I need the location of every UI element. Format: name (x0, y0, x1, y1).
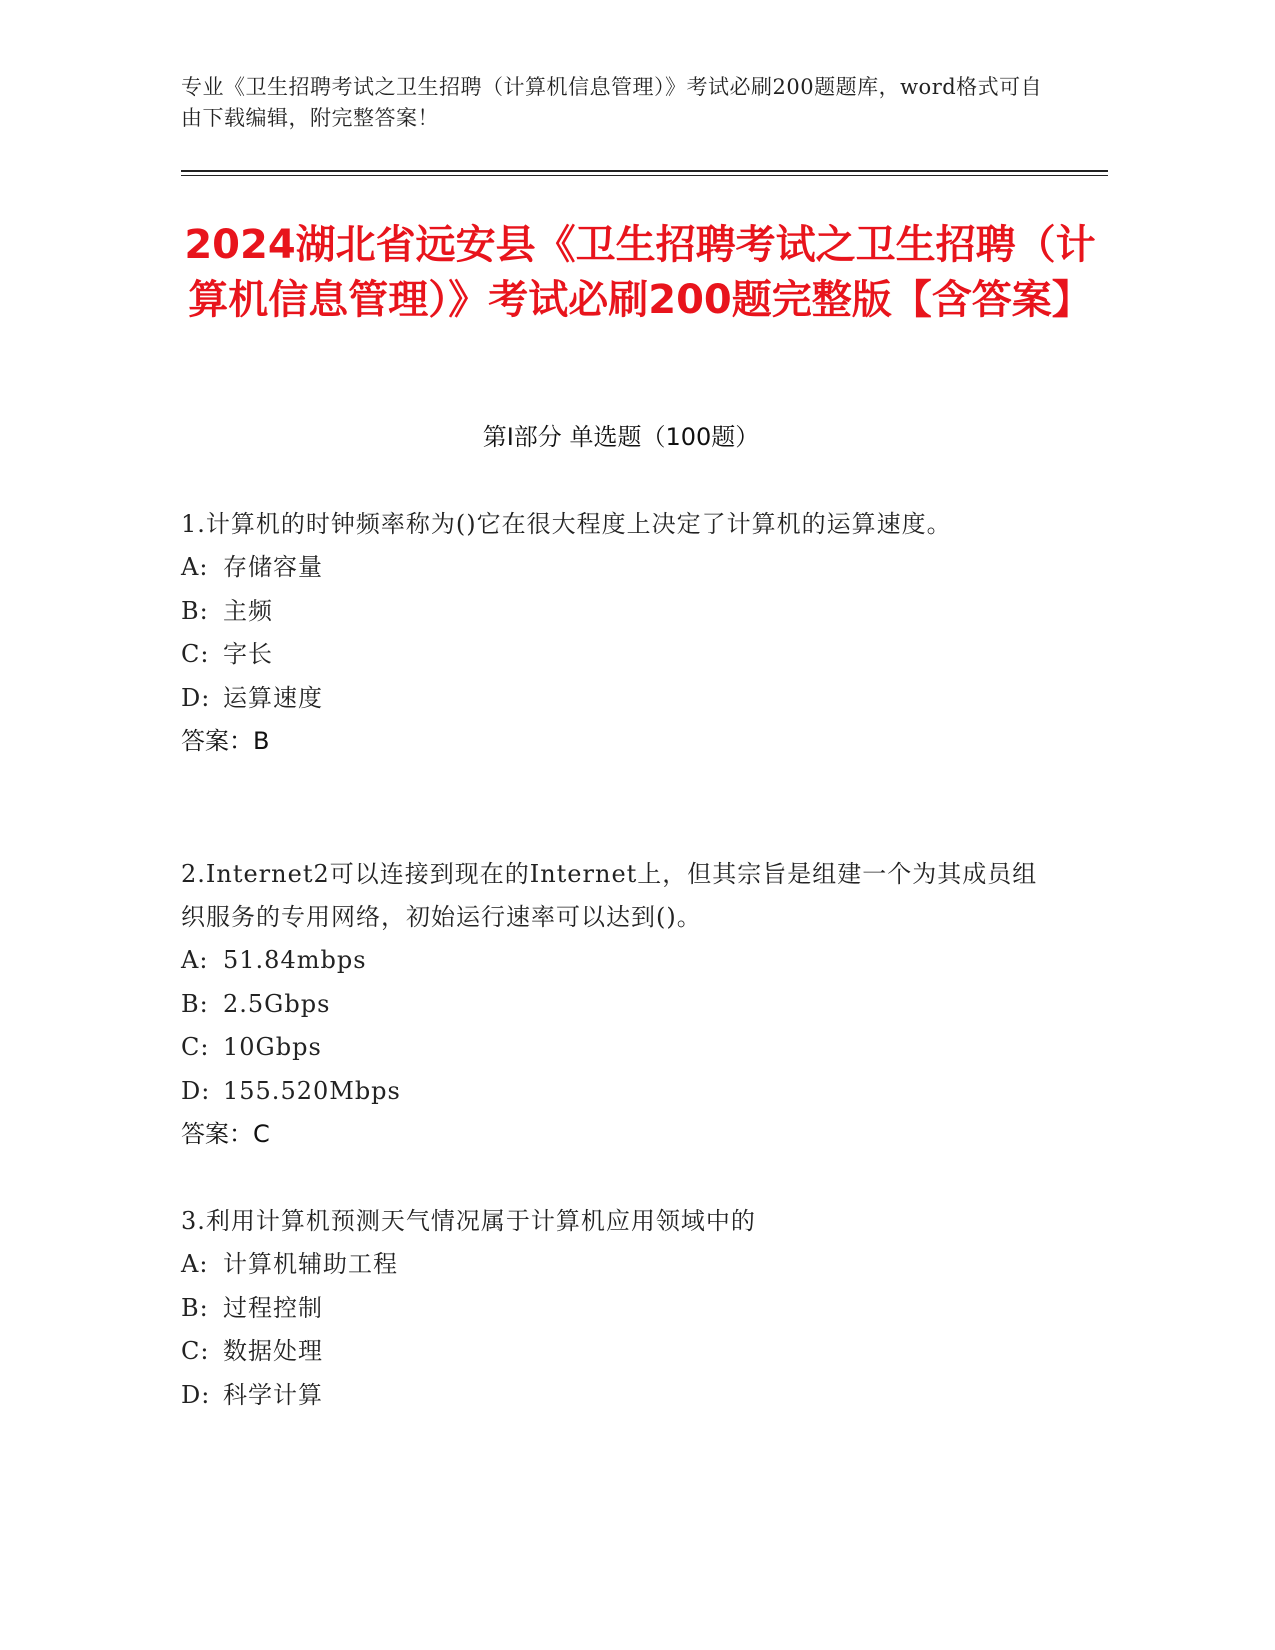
section-title: 第Ⅰ部分 单选题（100题） (482, 423, 760, 451)
option-a (181, 939, 1041, 983)
header-divider-thin (181, 175, 1108, 176)
option-label: C: (181, 1033, 210, 1061)
question-3 (181, 1200, 1041, 1417)
option-c (181, 1026, 1041, 1070)
option-c (181, 1330, 1041, 1374)
option-d (181, 1374, 1041, 1418)
option-d (181, 677, 1041, 721)
option-label: C: (181, 1337, 210, 1365)
option-label: A: (181, 1250, 209, 1278)
question-2 (181, 853, 1041, 1157)
option-d (181, 1070, 1041, 1114)
question-text: 3.利用计算机预测天气情况属于计算机应用领域中的 (181, 1207, 756, 1235)
header-note: 专业《卫生招聘考试之卫生招聘（计算机信息管理）》考试必刷200题题库，word格式可自由下载编辑，附完整答案！ (181, 75, 1043, 130)
option-label: D: (181, 1076, 211, 1105)
option-text: 51.84mbps (223, 946, 367, 974)
option-text: 科学计算 (223, 1380, 323, 1409)
option-label: D: (181, 1380, 211, 1409)
option-text: 字长 (223, 640, 273, 668)
option-text: 计算机辅助工程 (223, 1250, 398, 1278)
option-b (181, 983, 1041, 1027)
option-label: B: (181, 1293, 209, 1322)
option-label: D: (181, 683, 211, 712)
answer: 答案：C (181, 1120, 270, 1148)
question-text: 1.计算机的时钟频率称为()它在很大程度上决定了计算机的运算速度。 (181, 510, 952, 538)
question-1 (181, 503, 1041, 764)
option-label: A: (181, 946, 209, 974)
option-label: B: (181, 596, 209, 625)
option-a (181, 546, 1041, 590)
option-b (181, 1287, 1041, 1331)
option-c (181, 633, 1041, 677)
option-text: 主频 (223, 596, 273, 625)
option-text: 10Gbps (223, 1033, 322, 1061)
option-label: C: (181, 640, 210, 668)
document-title: 2024湖北省远安县《卫生招聘考试之卫生招聘（计算机信息管理）》考试必刷200题完整版【含答案】 (184, 222, 1096, 323)
header-divider-thick (181, 170, 1108, 172)
option-text: 数据处理 (223, 1337, 323, 1365)
option-text: 2.5Gbps (223, 989, 331, 1018)
option-text: 存储容量 (223, 553, 323, 581)
answer: 答案：B (181, 727, 270, 755)
option-text: 过程控制 (223, 1293, 323, 1322)
option-text: 运算速度 (223, 683, 323, 712)
option-text: 155.520Mbps (223, 1076, 401, 1105)
option-b (181, 590, 1041, 634)
question-text: 2.Internet2可以连接到现在的Internet上，但其宗旨是组建一个为其成员组织服务的专用网络，初始运行速率可以达到()。 (181, 860, 1038, 931)
option-a (181, 1243, 1041, 1287)
option-label: A: (181, 553, 209, 581)
option-label: B: (181, 989, 209, 1018)
